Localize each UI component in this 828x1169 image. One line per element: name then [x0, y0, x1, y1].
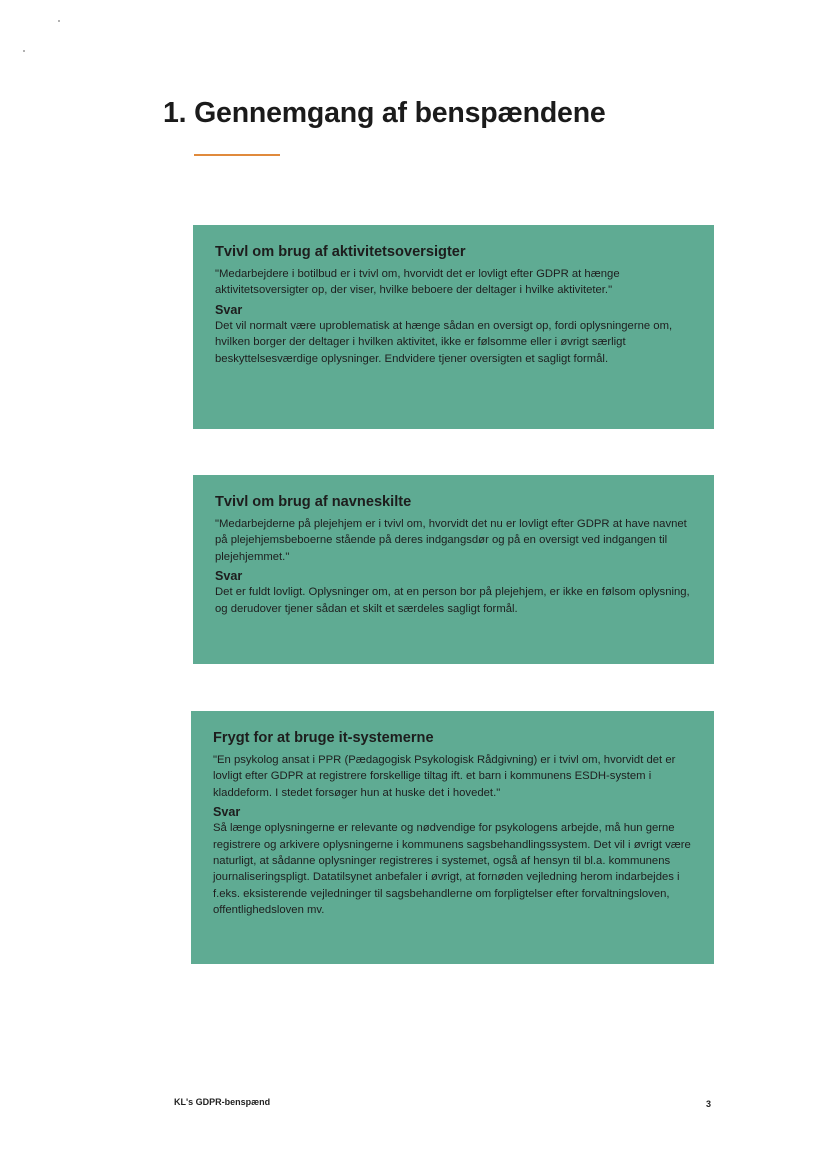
answer-text: Så længe oplysningerne er relevante og nødvendige for psykologens arbejde, må hun gerne registrere og arkivere oplysningerne i kommunens sagsbehandlingssystem. Det vil i øvrigt være naturligt, at sådanne oplysninger registreres i systemet, også af hensyn til bl.a. kommunens journaliseringspligt. Datatilsynet anbefaler i øvrigt, at fornøden vejledning herom indarbejdes i f.eks. eksisterende vejledninger til sagsbehandlerne om forpligtelser efter forvaltningsloven, offentlighedsloven mv. [213, 822, 691, 917]
case-quote: "Medarbejdere i botilbud er i tvivl om, hvorvidt det er lovligt efter GDPR at hænge aktivitetsoversigter op, der viser, hvilke beboere der deltager i hvilke aktiviteter." [215, 268, 620, 297]
scan-speck [23, 50, 25, 52]
answer-label: Svar [215, 569, 243, 584]
answer-text: Det vil normalt være uproblematisk at hænge sådan en oversigt op, fordi oplysningerne om, hvilken borger der deltager i hvilken aktivitet, ikke er følsomme eller i øvrigt særligt beskyttelsesværdige oplysninger. Endvidere tjener oversigten et sagligt formål. [215, 319, 673, 365]
footer-page-number: 3 [706, 1099, 712, 1109]
page-heading: 1. Gennemgang af benspændene [163, 97, 606, 129]
answer-label: Svar [213, 805, 241, 820]
case-quote: "Medarbejderne på plejehjem er i tvivl om, hvorvidt det nu er lovligt efter GDPR at have navnet på plejehjemsbeboerne stående på deres indgangsdør og på en oversigt ved indgangen til plejehjemmet." [215, 518, 687, 563]
case-box-name-signs [193, 475, 714, 664]
case-title: Tvivl om brug af navneskilte [215, 494, 412, 510]
scan-speck [58, 20, 60, 22]
case-box-it-systems [191, 711, 714, 964]
footer-doc-title: KL's GDPR-benspænd [174, 1097, 271, 1107]
case-box-activity-overviews [193, 225, 714, 429]
heading-accent-rule [194, 154, 280, 156]
case-title: Tvivl om brug af aktivitetsoversigter [215, 244, 466, 260]
case-title: Frygt for at bruge it-systemerne [213, 730, 434, 746]
answer-label: Svar [215, 302, 243, 317]
case-quote: "En psykolog ansat i PPR (Pædagogisk Psykologisk Rådgivning) er i tvivl om, hvorvidt det er lovligt efter GDPR at registrere forskellige tiltag ift. et barn i kommunens ESDH-system i kladdeform. I stedet forsøger hun at huske det i hovedet." [213, 754, 676, 799]
answer-text: Det er fuldt lovligt. Oplysninger om, at en person bor på plejehjem, er ikke en følsom oplysning, og derudover tjener sådan et skilt et særdeles sagligt formål. [215, 586, 690, 615]
